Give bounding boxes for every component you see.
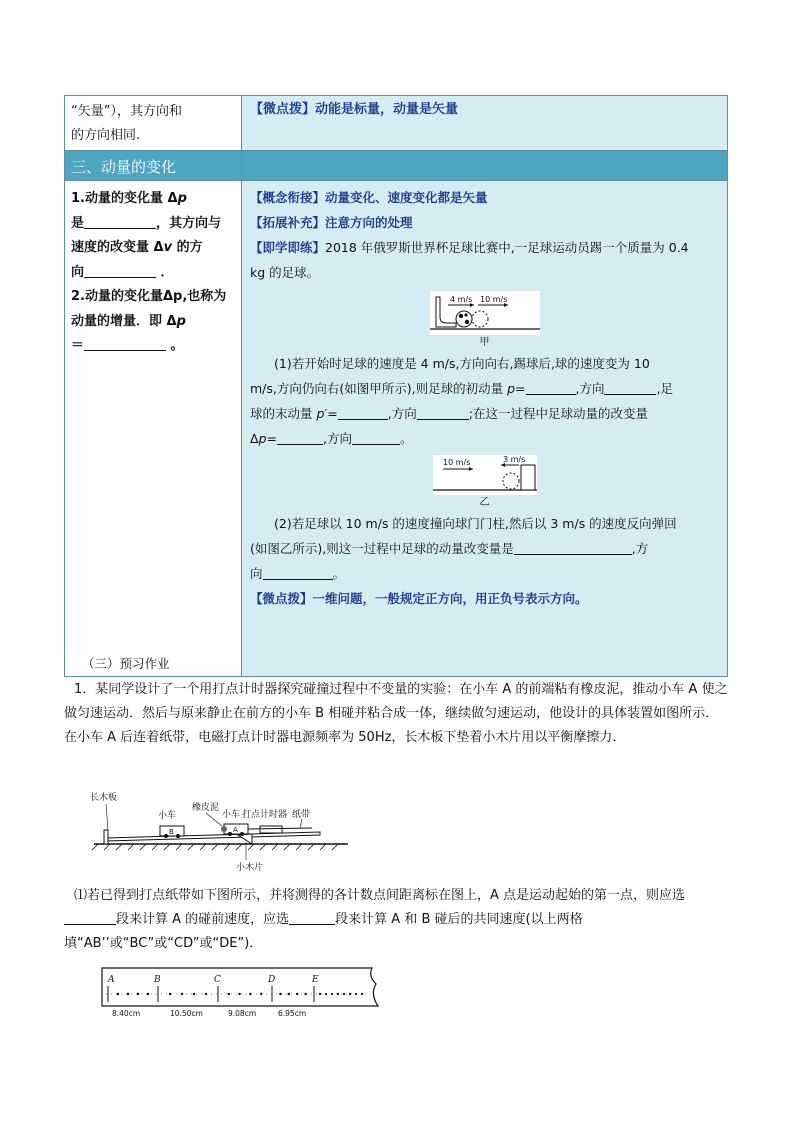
table-row <box>65 180 727 676</box>
tape-dot <box>147 993 149 995</box>
answer-blank[interactable] <box>352 431 400 445</box>
tape-dot <box>355 993 357 995</box>
text: ． <box>160 264 174 280</box>
label-car1: 小车 <box>158 811 177 821</box>
text-line: (1)若开始时足球的速度是 4 m/s,方向向右,踢球后,球的速度变为 10 <box>274 356 650 371</box>
text-line: “矢量”），其方向和 <box>71 104 182 119</box>
text: m/s,方向仍向右(如图甲所示),则足球的初动量 <box>250 381 508 396</box>
text: = <box>266 431 277 446</box>
var-p: p <box>177 191 187 206</box>
text: ⑴若已得到打点纸带如下图所示，并将测得的各计数点间距离标在图上，A 点是运动起始的第一点，则应选 <box>74 888 686 903</box>
text: 速度的改变量 Δ <box>71 240 164 255</box>
text: 的方 <box>172 240 203 255</box>
text-line: 的方向相同. <box>71 128 141 143</box>
text-line <box>71 310 235 335</box>
label-board: 长木板 <box>90 793 118 803</box>
tip-tag: 【微点拨】 <box>250 591 313 606</box>
car-a-label: A <box>233 826 238 834</box>
tape-dot <box>304 993 306 995</box>
figure-caption: 甲 <box>479 337 490 348</box>
text: ，其方向与 <box>156 215 222 231</box>
answer-blank[interactable] <box>84 264 156 278</box>
text: 1.动量的变化量 Δ <box>71 191 178 206</box>
text: 段来计算 A 和 B 碰后的共同速度(以上两格填“AB’’或“BC”或“CD”或“DE”)． <box>64 912 583 951</box>
tape-dot <box>181 993 183 995</box>
tape-distance: 6.95cm <box>278 1009 307 1018</box>
answer-blank[interactable] <box>64 911 116 925</box>
text: 。 <box>332 566 346 581</box>
homework-title: （三）预习作业 <box>82 656 170 671</box>
text: = <box>327 406 338 421</box>
var-v: v <box>163 240 173 255</box>
text: ,方向 <box>575 381 605 396</box>
text-line <box>71 261 235 286</box>
answer-blank[interactable] <box>84 337 166 351</box>
answer-blank[interactable] <box>289 911 335 925</box>
text-line <box>71 334 235 359</box>
tip-text: 一维问题，一般规定正方向，用正负号表示方向。 <box>312 591 588 606</box>
text: Δ <box>250 431 259 446</box>
fig2-label-b: 3 m/s <box>502 455 525 464</box>
tape-dot <box>228 993 230 995</box>
knowledge-table <box>64 95 728 677</box>
figure-caption: 乙 <box>479 497 490 508</box>
tape-dot <box>296 993 298 995</box>
figure-kick <box>430 291 540 335</box>
fig1-label-b: 10 m/s <box>479 295 507 304</box>
text-line <box>250 401 719 426</box>
text-line <box>250 185 719 210</box>
homework-question-1-1 <box>64 884 728 956</box>
text: 。 <box>170 338 184 353</box>
section-header-right <box>242 151 727 180</box>
var-p: p <box>258 431 267 446</box>
tape-point: B <box>154 975 161 985</box>
text-line <box>71 187 235 212</box>
figure-goalpost <box>433 455 537 495</box>
fig2-label-a: 10 m/s <box>442 458 470 467</box>
practice-text: 2018 年俄罗斯世界杯足球比赛中,一足球运动员踢一个质量为 0.4 <box>325 240 689 255</box>
tip-text: 动能是标量，动量是矢量 <box>315 102 459 117</box>
answer-blank[interactable] <box>84 215 156 229</box>
tape-dot <box>137 993 139 995</box>
tip-tag: 【微点拨】 <box>250 102 316 117</box>
text: ,足 <box>656 381 673 396</box>
answer-blank[interactable] <box>514 541 632 555</box>
tape-distance: 8.40cm <box>112 1009 141 1018</box>
text-line <box>250 561 719 586</box>
tape-dot <box>238 993 240 995</box>
text-line <box>250 235 719 260</box>
tape-dot <box>117 993 119 995</box>
table-cell-right <box>242 181 727 676</box>
tape-dot <box>205 993 207 995</box>
label-wedge: 小木片 <box>236 863 264 873</box>
tape-dot <box>279 993 281 995</box>
apparatus-diagram <box>90 786 352 878</box>
text: 向 <box>71 264 85 280</box>
concept-text: 动量变化、速度变化都是矢量 <box>325 190 488 205</box>
answer-blank[interactable] <box>417 406 469 420</box>
text-line <box>250 210 719 235</box>
table-cell-left <box>65 181 242 676</box>
text: 球的末动量 <box>250 406 317 421</box>
section-header-row <box>65 150 727 180</box>
label-tape: 纸带 <box>292 810 311 820</box>
table-row <box>65 96 727 150</box>
tape-point: E <box>312 975 319 985</box>
tape-dot <box>127 993 129 995</box>
text-line <box>250 586 719 611</box>
text-line <box>71 236 235 261</box>
var-p: p <box>176 313 186 329</box>
var-p-prime: p′ <box>316 406 328 421</box>
answer-blank[interactable] <box>526 381 576 395</box>
label-clay: 橡皮泥 <box>192 803 220 813</box>
tape-dot <box>361 993 363 995</box>
text-line <box>250 536 719 561</box>
text: 。 <box>399 431 413 446</box>
tape-dot <box>319 993 321 995</box>
text-line: kg 的足球。 <box>250 265 320 280</box>
paper-tape-diagram <box>100 962 382 1020</box>
practice-tag: 【即学即练】 <box>250 240 326 255</box>
fig1-label-a: 4 m/s <box>449 295 472 304</box>
tape-dot <box>337 993 339 995</box>
expand-text: 注意方向的处理 <box>325 215 413 230</box>
tape-dot <box>288 993 290 995</box>
text: ;在这一过程中足球动量的改变量 <box>468 406 648 421</box>
text-line: 2.动量的变化量Δp,也称为 <box>71 289 227 304</box>
table-cell-right <box>242 96 727 150</box>
car-b-label: B <box>169 828 174 836</box>
text: 段来计算 A 的碰前速度，应选 <box>116 912 290 927</box>
text: 动量的增量．即 Δ <box>71 313 177 329</box>
text: = <box>515 381 526 396</box>
homework-question-1: 1．某同学设计了一个用打点计时器探究碰撞过程中不变量的实验：在小车 A 的前端粘有橡皮泥，推动小车 A 使之做匀速运动．然后与原来静止在前方的小车 B 相碰并粘合成一体，继续做匀速运动，他设计的具体装置如图所示．在小车 A 后连着纸带，电磁打点计时器电源频率为 50Hz，长木板下垫着小木片用以平衡摩擦力． <box>64 682 728 745</box>
tape-dot <box>325 993 327 995</box>
answer-blank[interactable] <box>338 406 388 420</box>
text-line: (2)若足球以 10 m/s 的速度撞向球门门柱,然后以 3 m/s 的速度反向弹回 <box>274 516 677 531</box>
label-timer: 打点计时器 <box>242 810 288 820</box>
tape-distance: 10.50cm <box>170 1009 203 1018</box>
text: 向 <box>250 566 263 581</box>
text: 是 <box>71 215 85 231</box>
text: ＝ <box>71 338 85 353</box>
tape-dot <box>260 993 262 995</box>
tape-point: A <box>108 975 115 985</box>
tape-dot <box>249 993 251 995</box>
var-p: p <box>507 381 516 396</box>
text: ,方 <box>631 541 649 556</box>
label-car2: 小车 <box>222 810 241 820</box>
tape-distance: 9.08cm <box>228 1009 257 1018</box>
text-line <box>250 376 719 401</box>
text: ,方向 <box>322 431 352 446</box>
tape-dot <box>331 993 333 995</box>
text-line <box>250 426 719 451</box>
concept-tag: 【概念衔接】 <box>250 190 326 205</box>
tape-point: C <box>214 975 221 985</box>
tape-point: D <box>268 975 276 985</box>
table-cell-left <box>65 96 242 150</box>
text: (如图乙所示),则这一过程中足球的动量改变量是 <box>250 541 514 556</box>
text-line <box>71 212 235 237</box>
expand-tag: 【拓展补充】 <box>250 215 326 230</box>
tape-dot <box>343 993 345 995</box>
answer-blank[interactable] <box>277 431 323 445</box>
text: ,方向 <box>387 406 417 421</box>
answer-blank[interactable] <box>604 381 656 395</box>
section-header: 三、动量的变化 <box>65 151 242 180</box>
answer-blank[interactable] <box>263 566 333 580</box>
tape-dot <box>349 993 351 995</box>
tape-dot <box>169 993 171 995</box>
tape-dot <box>193 993 195 995</box>
